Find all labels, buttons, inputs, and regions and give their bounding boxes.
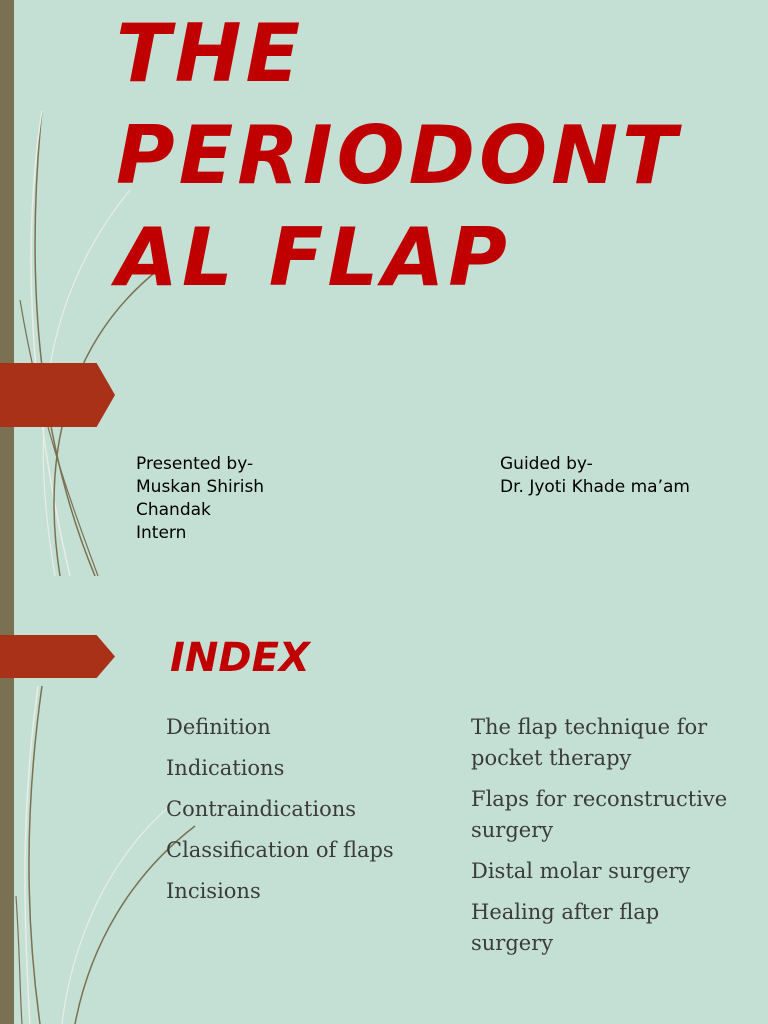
list-item-text: Healing after flap surgery (471, 900, 660, 955)
presenter-label: Presented by- (136, 454, 254, 474)
index-slide (0, 576, 768, 1024)
presenter-block (136, 453, 264, 545)
list-item (441, 784, 741, 846)
slide-title-line-1: THE (116, 7, 305, 100)
list-item (441, 897, 741, 959)
list-item-text: Definition (166, 715, 271, 739)
section-arrow-marker (0, 635, 115, 678)
presenter-role: Intern (136, 523, 187, 543)
list-item (136, 753, 416, 784)
list-item-text: Classification of flaps (166, 838, 394, 862)
list-item-text: Incisions (166, 879, 261, 903)
slide-title-line-2: PERIODONT (116, 109, 681, 202)
list-item (441, 712, 741, 774)
list-item (136, 794, 416, 825)
index-list-right (441, 712, 741, 969)
list-item (136, 835, 416, 866)
section-arrow-marker (0, 363, 115, 427)
list-item-text: Distal molar surgery (471, 859, 691, 883)
list-item (136, 876, 416, 907)
list-item-text: Contraindications (166, 797, 357, 821)
list-item-text: The flap technique for pocket therapy (471, 715, 708, 770)
list-item (136, 712, 416, 743)
guide-name: Dr. Jyoti Khade ma’am (500, 477, 690, 497)
list-item-text: Flaps for reconstructive surgery (471, 787, 728, 842)
index-list-left (136, 712, 416, 917)
presenter-name-line-1: Muskan Shirish (136, 477, 265, 497)
guide-label: Guided by- (500, 454, 593, 474)
guide-block (500, 453, 690, 499)
presenter-name-line-2: Chandak (136, 500, 211, 520)
list-item-text: Indications (166, 756, 285, 780)
index-title: INDEX (170, 635, 310, 681)
list-item (441, 856, 741, 887)
slide-title-line-3: AL FLAP (116, 211, 511, 304)
